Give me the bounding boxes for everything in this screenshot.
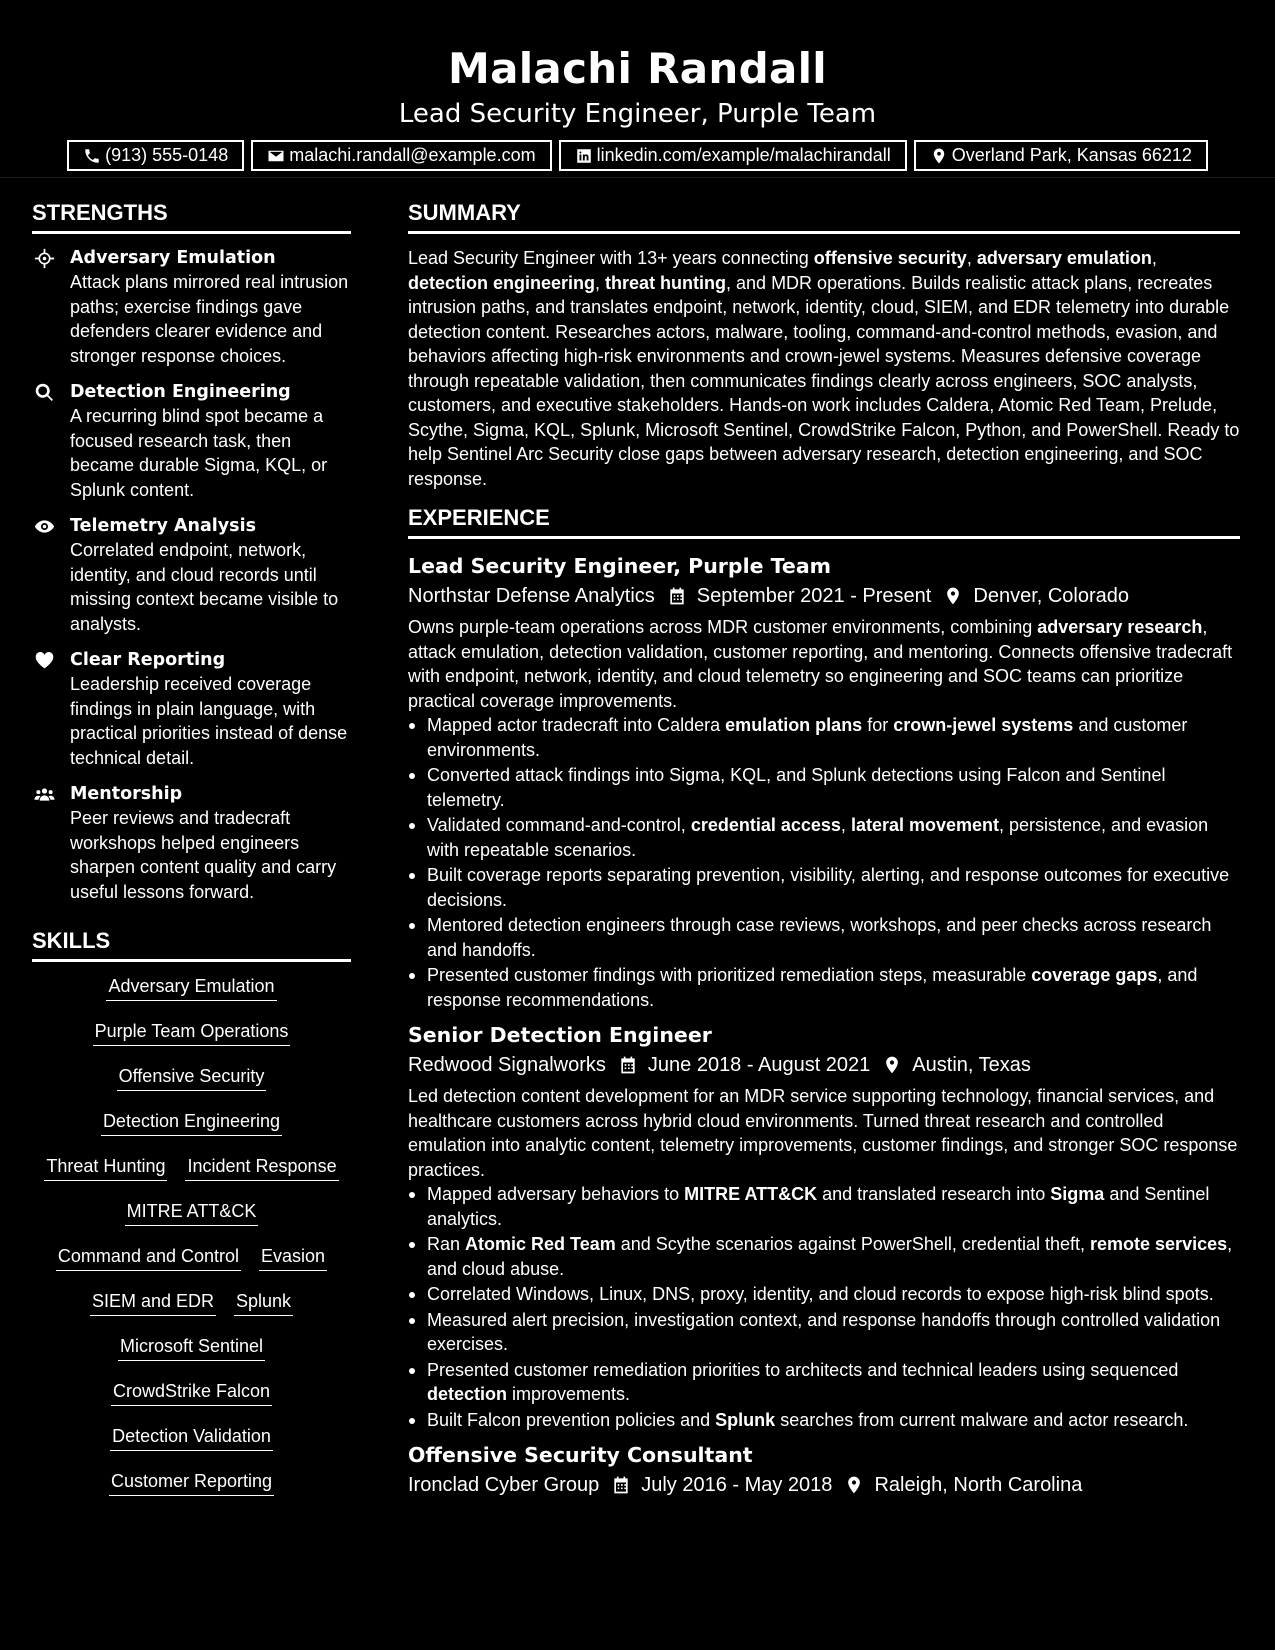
map-pin-icon	[882, 1055, 902, 1075]
bold-text: detection engineering	[408, 272, 596, 293]
contact-linkedin[interactable]	[559, 140, 907, 171]
job-title: Offensive Security Consultant	[408, 1443, 753, 1467]
job-dates: July 2016 - May 2018	[641, 1474, 833, 1496]
job-bullet	[408, 1358, 1240, 1407]
job-meta	[408, 1050, 1240, 1080]
job-dates: September 2021 - Present	[696, 585, 932, 607]
strength-name: Mentorship	[70, 784, 183, 804]
bold-text: MITRE ATT&CK	[684, 1184, 818, 1204]
bold-text: emulation plans	[725, 715, 863, 735]
bold-text: lateral movement	[850, 815, 999, 835]
text-run: Lead Security Engineer with 13+ years connecting	[408, 248, 814, 268]
text-run: ,	[1151, 248, 1157, 268]
text-run: Owns purple-team operations across MDR customer environments, combining	[408, 617, 1038, 637]
job-title: Senior Detection Engineer	[408, 1023, 712, 1047]
job-company: Redwood Signalworks	[408, 1054, 606, 1076]
text-run: and customer environments.	[427, 715, 1188, 760]
bold-text: Sigma	[1050, 1184, 1105, 1204]
job-location: Austin, Texas	[912, 1054, 1031, 1076]
job-bullet	[408, 1182, 1240, 1231]
text-run: Converted attack findings into Sigma, KQL, and Splunk detections using Falcon and Sentinel telemetry.	[427, 765, 1166, 810]
text-run: Measured alert precision, investigation context, and response handoffs through controlled validation exercises.	[427, 1309, 1221, 1354]
strength-icon-wrap	[32, 514, 70, 636]
job-title: Lead Security Engineer, Purple Team	[408, 554, 832, 578]
text-run: ,	[966, 248, 977, 268]
skill-row	[32, 1064, 351, 1109]
job-bullet	[408, 1232, 1240, 1281]
skill-tag: Customer Reporting	[109, 1469, 274, 1496]
job-description	[408, 615, 1240, 713]
strength-body	[70, 246, 351, 368]
phone-icon	[83, 147, 101, 165]
skill-tag: Purple Team Operations	[93, 1019, 291, 1046]
strength-body	[70, 782, 351, 904]
strength-icon-wrap	[32, 782, 70, 904]
text-run: Mentored detection engineers through case reviews, workshops, and peer checks across research and handoffs.	[427, 915, 1212, 960]
resume-header	[0, 0, 1275, 178]
skill-row	[32, 1244, 351, 1289]
map-pin-icon	[844, 1475, 864, 1495]
text-run: and Scythe scenarios against PowerShell, credential theft,	[615, 1234, 1091, 1254]
skill-row	[32, 1154, 351, 1199]
job-description	[408, 1084, 1240, 1182]
text-run: improvements.	[507, 1384, 631, 1404]
skill-row	[32, 1199, 351, 1244]
skill-row	[32, 1334, 351, 1379]
skill-tag: Splunk	[234, 1289, 293, 1316]
job-entry	[408, 1440, 1240, 1500]
skill-row	[32, 974, 351, 1019]
strength-name: Clear Reporting	[70, 650, 226, 670]
strength-body	[70, 648, 351, 770]
text-run: , persistence, and evasion with repeatable scenarios.	[427, 815, 1209, 860]
job-bullets	[408, 1182, 1240, 1432]
text-run: Mapped actor tradecraft into Caldera	[427, 715, 726, 735]
text-run: ,	[840, 815, 851, 835]
job-dates: June 2018 - August 2021	[647, 1054, 871, 1076]
strength-name: Detection Engineering	[70, 382, 291, 402]
experience-heading: EXPERIENCE	[408, 501, 1240, 539]
bold-text: detection	[427, 1384, 508, 1404]
job-meta	[408, 1470, 1240, 1500]
strength-icon-wrap	[32, 648, 70, 770]
job-meta	[408, 581, 1240, 611]
phone-text: (913) 555-0148	[105, 145, 229, 165]
text-run: Presented customer findings with prioritized remediation steps, measurable	[427, 965, 1032, 985]
bold-text: adversary emulation	[976, 248, 1152, 268]
job-location: Raleigh, North Carolina	[874, 1474, 1083, 1496]
map-pin-icon	[930, 147, 948, 165]
bold-text: adversary research	[1037, 617, 1203, 637]
main-content	[408, 196, 1240, 1508]
skill-tag: CrowdStrike Falcon	[111, 1379, 272, 1406]
job-bullet	[408, 963, 1240, 1012]
users-icon	[34, 784, 55, 805]
job-entry	[408, 1020, 1240, 1432]
candidate-name: Malachi Randall	[448, 44, 827, 93]
text-run: , and MDR operations. Builds realistic attack plans, recreates intrusion paths, and translates endpoint, network, identity, cloud, SIEM, and EDR telemetry into durable detection content. Researches actors, malware, tooling, command-and-control methods, evasion, and behaviors affecting high-risk environments and crown-jewel systems. Measures defensive coverage through repeatable validation, then communicates findings clearly across engineers, SOC analysts, customers, and executive stakeholders. Hands-on work includes Caldera, Atomic Red Team, Prelude, Scythe, Sigma, KQL, Splunk, Microsoft Sentinel, CrowdStrike Falcon, Python, and PowerShell. Ready to help Sentinel Arc Security close gaps between adversary research, detection engineering, and SOC response.	[408, 272, 1240, 489]
job-bullet	[408, 1282, 1240, 1307]
strength-desc: Attack plans mirrored real intrusion paths; exercise findings gave defenders clearer evidence and stronger response choices.	[70, 272, 349, 366]
bold-text: Splunk	[715, 1409, 776, 1430]
contact-email[interactable]	[251, 140, 551, 171]
strength-item	[32, 380, 351, 502]
skill-row	[32, 1019, 351, 1064]
strength-name: Adversary Emulation	[70, 248, 276, 268]
candidate-title: Lead Security Engineer, Purple Team	[398, 99, 877, 129]
skill-tag: Command and Control	[56, 1244, 241, 1271]
text-run: Built Falcon prevention policies and	[427, 1409, 716, 1430]
linkedin-icon	[575, 147, 593, 165]
summary-text	[408, 246, 1240, 491]
job-bullet	[408, 763, 1240, 812]
skill-tag: Detection Engineering	[101, 1109, 282, 1136]
skills-list	[32, 974, 351, 1514]
job-company: Northstar Defense Analytics	[408, 585, 655, 607]
text-run: Presented customer remediation priorities to architects and technical leaders using sequenced	[427, 1359, 1179, 1380]
skill-tag: SIEM and EDR	[90, 1289, 216, 1316]
strengths-heading: STRENGTHS	[32, 196, 351, 234]
job-bullet	[408, 1408, 1240, 1433]
skill-row	[32, 1379, 351, 1424]
summary-heading: SUMMARY	[408, 196, 1240, 234]
sidebar	[32, 196, 351, 1514]
contact-location	[914, 140, 1208, 171]
contact-phone[interactable]	[67, 140, 244, 171]
text-run: Validated command-and-control,	[427, 815, 691, 835]
bold-text: threat hunting	[605, 272, 727, 293]
skills-heading: SKILLS	[32, 924, 351, 962]
bold-text: coverage gaps	[1031, 965, 1158, 985]
skill-row	[32, 1109, 351, 1154]
job-bullet	[408, 713, 1240, 762]
text-run: , and cloud abuse.	[427, 1234, 1233, 1279]
bold-text: remote services	[1090, 1234, 1228, 1254]
strength-body	[70, 514, 351, 636]
skill-tag: Offensive Security	[117, 1064, 267, 1091]
job-bullet	[408, 813, 1240, 862]
strength-item	[32, 514, 351, 636]
job-bullet	[408, 1308, 1240, 1357]
linkedin-text: linkedin.com/example/malachirandall	[596, 145, 891, 165]
job-bullets	[408, 713, 1240, 1012]
skill-tag: Evasion	[259, 1244, 327, 1271]
skill-tag: Incident Response	[185, 1154, 338, 1181]
text-run: Correlated Windows, Linux, DNS, proxy, identity, and cloud records to expose high-risk blind spots.	[427, 1284, 1214, 1304]
text-run: , and response recommendations.	[427, 965, 1198, 1010]
strength-item	[32, 648, 351, 770]
text-run: Led detection content development for an MDR service supporting technology, financial services, and healthcare customers across hybrid cloud environments. Turned threat research and controlled emulation into analytic content, telemetry improvements, customer findings, and stronger SOC response practices.	[408, 1086, 1238, 1180]
job-bullet	[408, 913, 1240, 962]
strength-icon-wrap	[32, 380, 70, 502]
strength-desc: Correlated endpoint, network, identity, and cloud records until missing context became visible to analysts.	[70, 540, 339, 634]
text-run: and Sentinel analytics.	[427, 1184, 1210, 1229]
job-company: Ironclad Cyber Group	[408, 1474, 600, 1496]
strength-name: Telemetry Analysis	[70, 516, 256, 536]
skill-row	[32, 1289, 351, 1334]
experience-list	[408, 551, 1240, 1500]
contact-bar	[0, 140, 1275, 171]
bold-text: crown-jewel systems	[893, 715, 1074, 735]
text-run: Built coverage reports separating prevention, visibility, alerting, and response outcomes for executive decisions.	[427, 865, 1230, 910]
job-bullet	[408, 863, 1240, 912]
skill-row	[32, 1469, 351, 1514]
text-run: ,	[595, 272, 606, 293]
envelope-icon	[267, 147, 285, 165]
text-run: Mapped adversary behaviors to	[427, 1184, 685, 1204]
job-location: Denver, Colorado	[973, 585, 1130, 607]
strength-desc: A recurring blind spot became a focused research task, then became durable Sigma, KQL, or Splunk content.	[70, 406, 328, 500]
email-text: malachi.randall@example.com	[289, 145, 536, 165]
strength-item	[32, 246, 351, 368]
eye-icon	[34, 516, 55, 537]
text-run: and translated research into	[817, 1184, 1051, 1204]
bold-text: Atomic Red Team	[465, 1234, 616, 1254]
strengths-list	[32, 246, 351, 904]
heart-icon	[34, 650, 55, 671]
bold-text: offensive security	[813, 248, 967, 268]
crosshairs-icon	[34, 248, 55, 269]
skill-tag: Adversary Emulation	[106, 974, 276, 1001]
skill-tag: Detection Validation	[110, 1424, 273, 1451]
calendar-icon	[667, 586, 687, 606]
skill-tag: Microsoft Sentinel	[118, 1334, 265, 1361]
location-text: Overland Park, Kansas 66212	[951, 145, 1192, 165]
text-run: for	[862, 715, 894, 735]
job-entry	[408, 551, 1240, 1012]
strength-item	[32, 782, 351, 904]
strength-icon-wrap	[32, 246, 70, 368]
skill-tag: Threat Hunting	[44, 1154, 167, 1181]
map-pin-icon	[943, 586, 963, 606]
text-run: , attack emulation, detection validation, customer reporting, and mentoring. Connects offensive tradecraft with endpoint, network, identity, and cloud telemetry so engineering and SOC teams can prioritize practical coverage improvements.	[408, 617, 1233, 711]
bold-text: credential access	[690, 815, 841, 835]
calendar-icon	[618, 1055, 638, 1075]
strength-desc: Leadership received coverage findings in plain language, with practical priorities instead of dense technical detail.	[70, 674, 348, 768]
search-icon	[34, 382, 55, 403]
skill-tag: MITRE ATT&CK	[125, 1199, 259, 1226]
calendar-icon	[611, 1475, 631, 1495]
skill-row	[32, 1424, 351, 1469]
text-run: searches from current malware and actor research.	[775, 1409, 1189, 1430]
strength-body	[70, 380, 351, 502]
text-run: Ran	[427, 1234, 466, 1254]
strength-desc: Peer reviews and tradecraft workshops helped engineers sharpen content quality and carry useful lessons forward.	[70, 808, 337, 902]
